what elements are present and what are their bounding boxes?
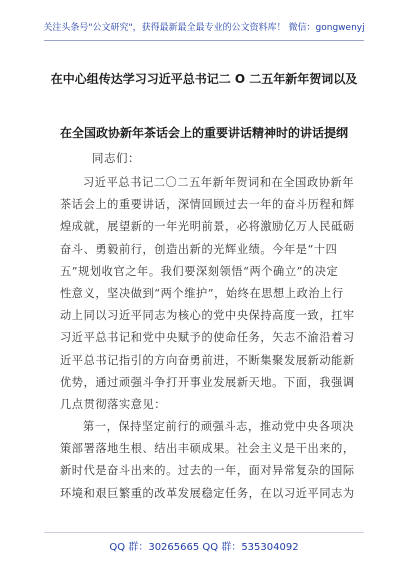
body-line: 五”规划收官之年。我们要深刻领悟“两个确立”的决定 — [60, 264, 339, 278]
body-line: 第一，保持坚定前行的顽强斗志，推动党中央各项决 — [83, 420, 355, 434]
body-line: 习近平总书记二〇二五年新年贺词和在全国政协新年 — [83, 176, 355, 189]
body-line: 策部署落地生根、结出丰硕成果。社会主义是干出来的， — [60, 442, 355, 456]
header-divider — [44, 40, 364, 41]
document-title-line-1: 在中心组传达学习习近平总书记二 O 二五年新年贺词以及 — [50, 72, 358, 86]
body-line: 动上同以习近平同志为核心的党中央保持高度一致，扛牢 — [60, 309, 355, 323]
body-line: 几点贯彻落实意见： — [60, 397, 167, 411]
footer-contact: QQ 群：30265665 QQ 群：535304092 — [109, 542, 299, 553]
salutation: 同志们： — [92, 151, 140, 165]
body-line: 环境和艰巨繁重的改革发展稳定任务，在以习近平同志为 — [60, 486, 355, 500]
header-notice: 关注头条号"公文研究"，获得最新最全最专业的公文资料库！ 微信：gongwenyj — [43, 23, 365, 33]
body-line: 性意义，坚决做到“两个维护”，始终在思想上政治上行 — [60, 286, 344, 300]
body-line: 优势，通过顽强斗争打开事业发展新天地。下面，我强调 — [60, 375, 355, 389]
body-line: 新时代是奋斗出来的。过去的一年，面对异常复杂的国际 — [60, 464, 355, 478]
body-line: 奋斗、勇毅前行，创造出新的光辉业绩。今年是“十四 — [60, 242, 338, 256]
body-line: 茶话会上的重要讲话，深情回顾过去一年的奋斗历程和辉 — [60, 198, 355, 212]
body-line: 煌成就，展望新的一年光明前景，必将激励亿万人民砥砺 — [60, 220, 355, 234]
body-text — [60, 172, 356, 505]
footer-divider — [44, 532, 364, 533]
body-line: 近平总书记指引的方向奋勇前进，不断集聚发展新动能新 — [60, 353, 355, 367]
body-line: 习近平总书记和党中央赋予的使命任务，矢志不渝沿着习 — [60, 331, 355, 345]
document-title-line-2: 在全国政协新年茶话会上的重要讲话精神时的讲话提纲 — [59, 126, 348, 140]
